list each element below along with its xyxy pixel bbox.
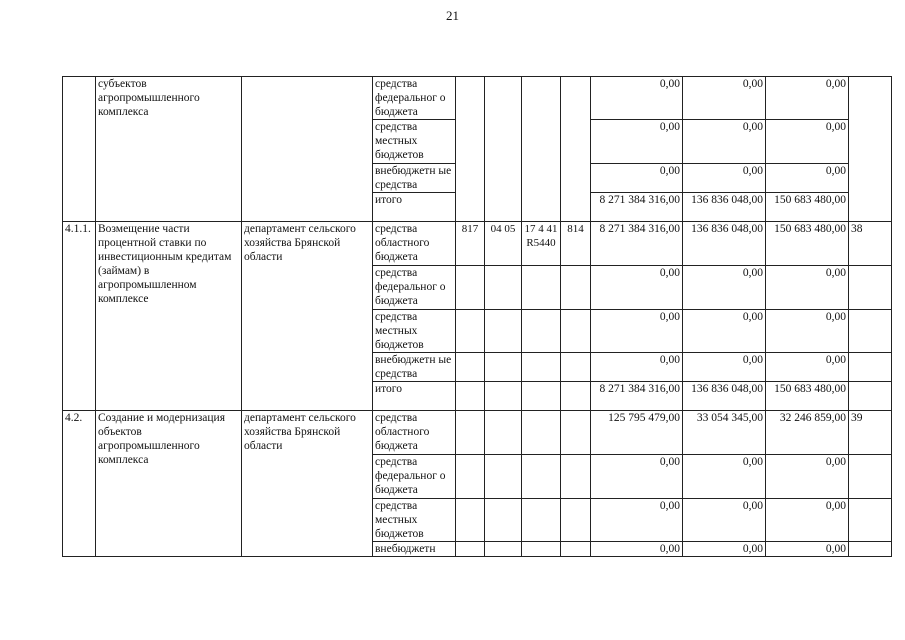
amount-year-1: 8 271 384 316,00 bbox=[591, 382, 683, 411]
amount-year-3: 0,00 bbox=[766, 353, 849, 382]
item-name: Создание и модернизация объектов агропромышленного комплекса bbox=[96, 411, 242, 557]
csr-code bbox=[522, 411, 561, 455]
amount-year-2: 0,00 bbox=[683, 310, 766, 353]
indicator-ref: 39 bbox=[849, 411, 892, 455]
amount-year-3: 0,00 bbox=[766, 266, 849, 310]
funding-source: средства федеральног о бюджета bbox=[373, 455, 456, 499]
amount-year-2: 136 836 048,00 bbox=[683, 193, 766, 222]
grbs-code: 817 bbox=[456, 222, 485, 266]
amount-year-1: 0,00 bbox=[591, 499, 683, 542]
item-name: субъектов агропромышленного комплекса bbox=[96, 77, 242, 222]
grbs-code bbox=[456, 77, 485, 222]
vr-code: 814 bbox=[561, 222, 591, 266]
table-row bbox=[63, 222, 892, 266]
amount-year-2: 0,00 bbox=[683, 266, 766, 310]
amount-year-1: 0,00 bbox=[591, 455, 683, 499]
amount-year-1: 0,00 bbox=[591, 266, 683, 310]
budget-table bbox=[62, 76, 892, 557]
rzpr-code bbox=[485, 77, 522, 222]
amount-year-2: 0,00 bbox=[683, 499, 766, 542]
item-executor: департамент сельского хозяйства Брянской области bbox=[242, 222, 373, 411]
grbs-code bbox=[456, 411, 485, 455]
amount-year-2: 0,00 bbox=[683, 455, 766, 499]
indicator-ref bbox=[849, 77, 892, 222]
funding-source: внебюджетн ые средства bbox=[373, 164, 456, 193]
indicator-ref: 38 bbox=[849, 222, 892, 266]
amount-year-1: 0,00 bbox=[591, 164, 683, 193]
amount-year-1: 0,00 bbox=[591, 310, 683, 353]
rzpr-code bbox=[485, 411, 522, 455]
item-executor bbox=[242, 77, 373, 222]
item-number bbox=[63, 77, 96, 222]
amount-year-2: 0,00 bbox=[683, 164, 766, 193]
amount-year-2: 0,00 bbox=[683, 542, 766, 557]
amount-year-1: 0,00 bbox=[591, 542, 683, 557]
amount-year-3: 0,00 bbox=[766, 499, 849, 542]
amount-year-1: 0,00 bbox=[591, 353, 683, 382]
amount-year-3: 0,00 bbox=[766, 542, 849, 557]
table-row bbox=[63, 411, 892, 455]
vr-code bbox=[561, 77, 591, 222]
rzpr-code: 04 05 bbox=[485, 222, 522, 266]
amount-year-3: 32 246 859,00 bbox=[766, 411, 849, 455]
amount-year-3: 0,00 bbox=[766, 164, 849, 193]
amount-year-3: 0,00 bbox=[766, 120, 849, 164]
amount-year-2: 136 836 048,00 bbox=[683, 222, 766, 266]
item-number: 4.2. bbox=[63, 411, 96, 557]
funding-source: средства местных бюджетов bbox=[373, 499, 456, 542]
amount-year-2: 136 836 048,00 bbox=[683, 382, 766, 411]
funding-source: итого bbox=[373, 193, 456, 222]
amount-year-2: 0,00 bbox=[683, 353, 766, 382]
amount-year-3: 150 683 480,00 bbox=[766, 222, 849, 266]
amount-year-3: 0,00 bbox=[766, 77, 849, 120]
funding-source: средства областного бюджета bbox=[373, 222, 456, 266]
amount-year-1: 8 271 384 316,00 bbox=[591, 222, 683, 266]
csr-code bbox=[522, 77, 561, 222]
amount-year-1: 0,00 bbox=[591, 120, 683, 164]
table-row bbox=[63, 77, 892, 120]
amount-year-3: 0,00 bbox=[766, 310, 849, 353]
page-number: 21 bbox=[446, 8, 459, 23]
funding-source: внебюджетн bbox=[373, 542, 456, 557]
item-number: 4.1.1. bbox=[63, 222, 96, 411]
amount-year-3: 150 683 480,00 bbox=[766, 382, 849, 411]
amount-year-2: 33 054 345,00 bbox=[683, 411, 766, 455]
amount-year-1: 0,00 bbox=[591, 77, 683, 120]
funding-source: итого bbox=[373, 382, 456, 411]
funding-source: средства федеральног о бюджета bbox=[373, 266, 456, 310]
funding-source: внебюджетн ые средства bbox=[373, 353, 456, 382]
funding-source: средства федеральног о бюджета bbox=[373, 77, 456, 120]
item-executor: департамент сельского хозяйства Брянской области bbox=[242, 411, 373, 557]
funding-source: средства местных бюджетов bbox=[373, 120, 456, 164]
vr-code bbox=[561, 411, 591, 455]
amount-year-1: 8 271 384 316,00 bbox=[591, 193, 683, 222]
amount-year-2: 0,00 bbox=[683, 77, 766, 120]
funding-source: средства областного бюджета bbox=[373, 411, 456, 455]
amount-year-3: 0,00 bbox=[766, 455, 849, 499]
csr-code: 17 4 41 R5440 bbox=[522, 222, 561, 266]
amount-year-3: 150 683 480,00 bbox=[766, 193, 849, 222]
amount-year-2: 0,00 bbox=[683, 120, 766, 164]
funding-source: средства местных бюджетов bbox=[373, 310, 456, 353]
amount-year-1: 125 795 479,00 bbox=[591, 411, 683, 455]
item-name: Возмещение части процентной ставки по инвестиционным кредитам (займам) в агропромышленном комплексе bbox=[96, 222, 242, 411]
